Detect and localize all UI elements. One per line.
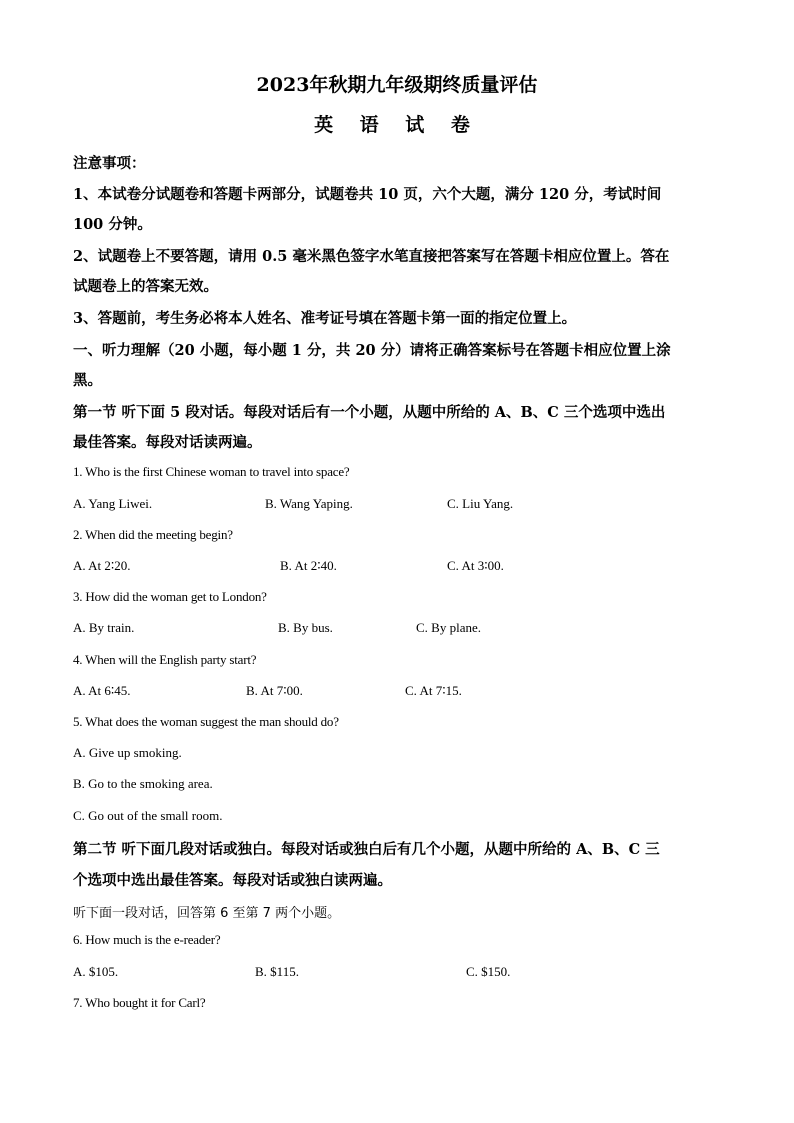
q1-option-b: B. Wang Yaping. — [265, 496, 353, 511]
section1-heading-line-2: 最佳答案。每段对话读两遍。 — [73, 434, 262, 451]
q4-option-c: C. At 7∶15. — [405, 683, 462, 698]
question-5: 5. What does the woman suggest the man should do? — [73, 714, 339, 729]
part1-heading-line-2: 黑。 — [73, 372, 102, 389]
section2-heading-line-1: 第二节 听下面几段对话或独白。每段对话或独白后有几个小题，从题中所给的 A、B、C 三 — [73, 841, 660, 858]
notice-item-2-line-1: 2、试题卷上不要答题，请用 0.5 毫米黑色签字水笔直接把答案写在答题卡相应位置上。答在 — [73, 248, 670, 265]
part1-heading-line-1: 一、听力理解（20 小题，每小题 1 分，共 20 分）请将正确答案标号在答题卡相应位置上涂 — [73, 342, 671, 359]
question-6: 6. How much is the e-reader? — [73, 932, 221, 947]
question-2: 2. When did the meeting begin? — [73, 527, 233, 542]
question-7: 7. Who bought it for Carl? — [73, 995, 206, 1010]
notice-item-2-line-2: 试题卷上的答案无效。 — [73, 278, 218, 295]
notice-item-3: 3、答题前，考生务必将本人姓名、准考证号填在答题卡第一面的指定位置上。 — [73, 310, 577, 327]
q2-option-c: C. At 3∶00. — [447, 558, 504, 573]
q5-option-c: C. Go out of the small room. — [73, 808, 223, 823]
notice-item-1-line-2: 100 分钟。 — [73, 216, 152, 233]
q3-option-b: B. By bus. — [278, 620, 333, 635]
question-3: 3. How did the woman get to London? — [73, 589, 267, 604]
q6-option-c: C. $150. — [466, 964, 511, 979]
q3-option-c: C. By plane. — [416, 620, 481, 635]
exam-title: 2023年秋期九年级期终质量评估 — [256, 74, 538, 96]
exam-subtitle: 英 语 试 卷 — [314, 114, 480, 136]
q2-option-b: B. At 2∶40. — [280, 558, 337, 573]
q5-option-a: A. Give up smoking. — [73, 745, 182, 760]
q5-option-b: B. Go to the smoking area. — [73, 776, 213, 791]
q1-option-a: A. Yang Liwei. — [73, 496, 153, 511]
q1-option-c: C. Liu Yang. — [447, 496, 514, 511]
q6-option-a: A. $105. — [73, 964, 119, 979]
section1-heading-line-1: 第一节 听下面 5 段对话。每段对话后有一个小题，从题中所给的 A、B、C 三个选项中选出 — [73, 404, 666, 421]
question-1: 1. Who is the first Chinese woman to travel into space? — [73, 464, 350, 479]
q2-option-a: A. At 2∶20. — [73, 558, 131, 573]
notice-item-1-line-1: 1、本试卷分试题卷和答题卡两部分，试题卷共 10 页，六个大题，满分 120 分，考试时间 — [73, 186, 662, 203]
q3-option-a: A. By train. — [73, 620, 135, 635]
notice-heading: 注意事项： — [73, 155, 146, 172]
q4-option-b: B. At 7∶00. — [246, 683, 303, 698]
q6-option-b: B. $115. — [255, 964, 299, 979]
section2-heading-line-2: 个选项中选出最佳答案。每段对话或独白读两遍。 — [73, 872, 392, 889]
q4-option-a: A. At 6∶45. — [73, 683, 131, 698]
question-4: 4. When will the English party start? — [73, 652, 257, 667]
section2-instruction: 听下面一段对话，回答第 6 至第 7 两个小题。 — [73, 906, 341, 921]
